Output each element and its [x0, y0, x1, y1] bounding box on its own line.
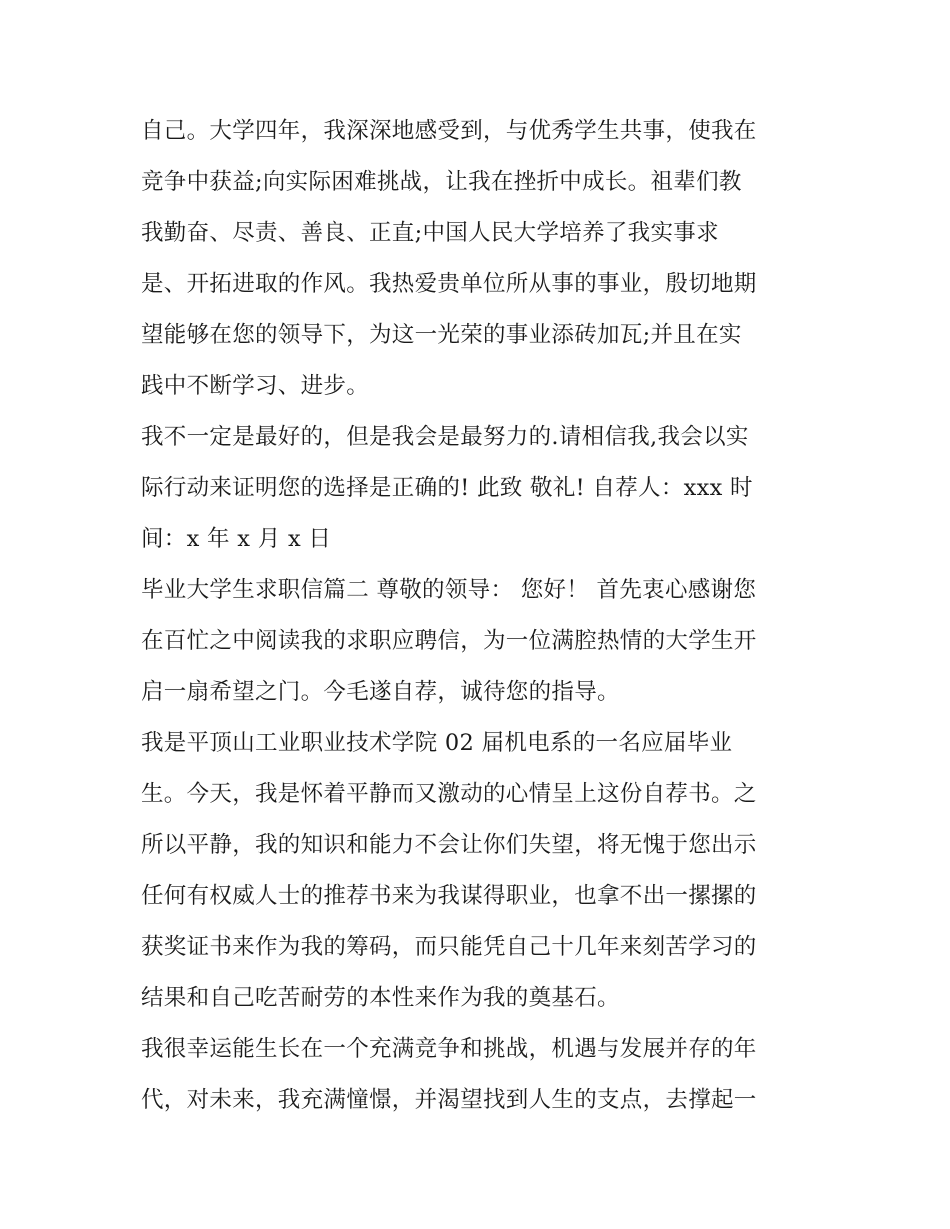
text-line: 践中不断学习、进步。	[141, 373, 370, 399]
text-line: 竞争中获益;向实际困难挑战，让我在挫折中成长。祖辈们教	[141, 169, 742, 195]
text-line: 望能够在您的领导下，为这一光荣的事业添砖加瓦;并且在实	[141, 322, 742, 348]
text-line: 间：x 年 x 月 x 日	[141, 526, 332, 552]
text-line: 我勤奋、尽责、善良、正直;中国人民大学培养了我实事求	[141, 220, 719, 246]
text-line: 代，对未来，我充满憧憬，并渴望找到人生的支点，去撑起一	[141, 1087, 757, 1113]
text-line: 是、开拓进取的作风。我热爱贵单位所从事的事业，殷切地期	[141, 271, 757, 297]
text-line: 获奖证书来作为我的筹码，而只能凭自己十几年来刻苦学习的	[141, 934, 757, 960]
text-line: 在百忙之中阅读我的求职应聘信，为一位满腔热情的大学生开	[141, 628, 757, 654]
text-line: 我很幸运能生长在一个充满竞争和挑战，机遇与发展并存的年	[141, 1036, 757, 1062]
text-line: 我是平顶山工业职业技术学院 02 届机电系的一名应届毕业	[141, 730, 733, 756]
text-line: 我不一定是最好的，但是我会是最努力的.请相信我,我会以实	[141, 424, 749, 450]
text-line: 结果和自己吃苦耐劳的本性来作为我的奠基石。	[141, 985, 620, 1011]
text-line: 生。今天，我是怀着平静而又激动的心情呈上这份自荐书。之	[141, 781, 757, 807]
text-line: 自己。大学四年，我深深地感受到，与优秀学生共事，使我在	[141, 118, 757, 144]
letter-body	[141, 106, 831, 1126]
text-line: 所以平静，我的知识和能力不会让你们失望，将无愧于您出示	[141, 832, 757, 858]
text-line: 际行动来证明您的选择是正确的! 此致 敬礼! 自荐人：xxx 时	[141, 475, 753, 501]
text-line: 启一扇希望之门。今毛遂自荐，诚待您的指导。	[141, 679, 620, 705]
text-line: 毕业大学生求职信篇二 尊敬的领导： 您好！ 首先衷心感谢您	[141, 577, 757, 603]
text-line: 任何有权威人士的推荐书来为我谋得职业，也拿不出一摞摞的	[141, 883, 757, 909]
